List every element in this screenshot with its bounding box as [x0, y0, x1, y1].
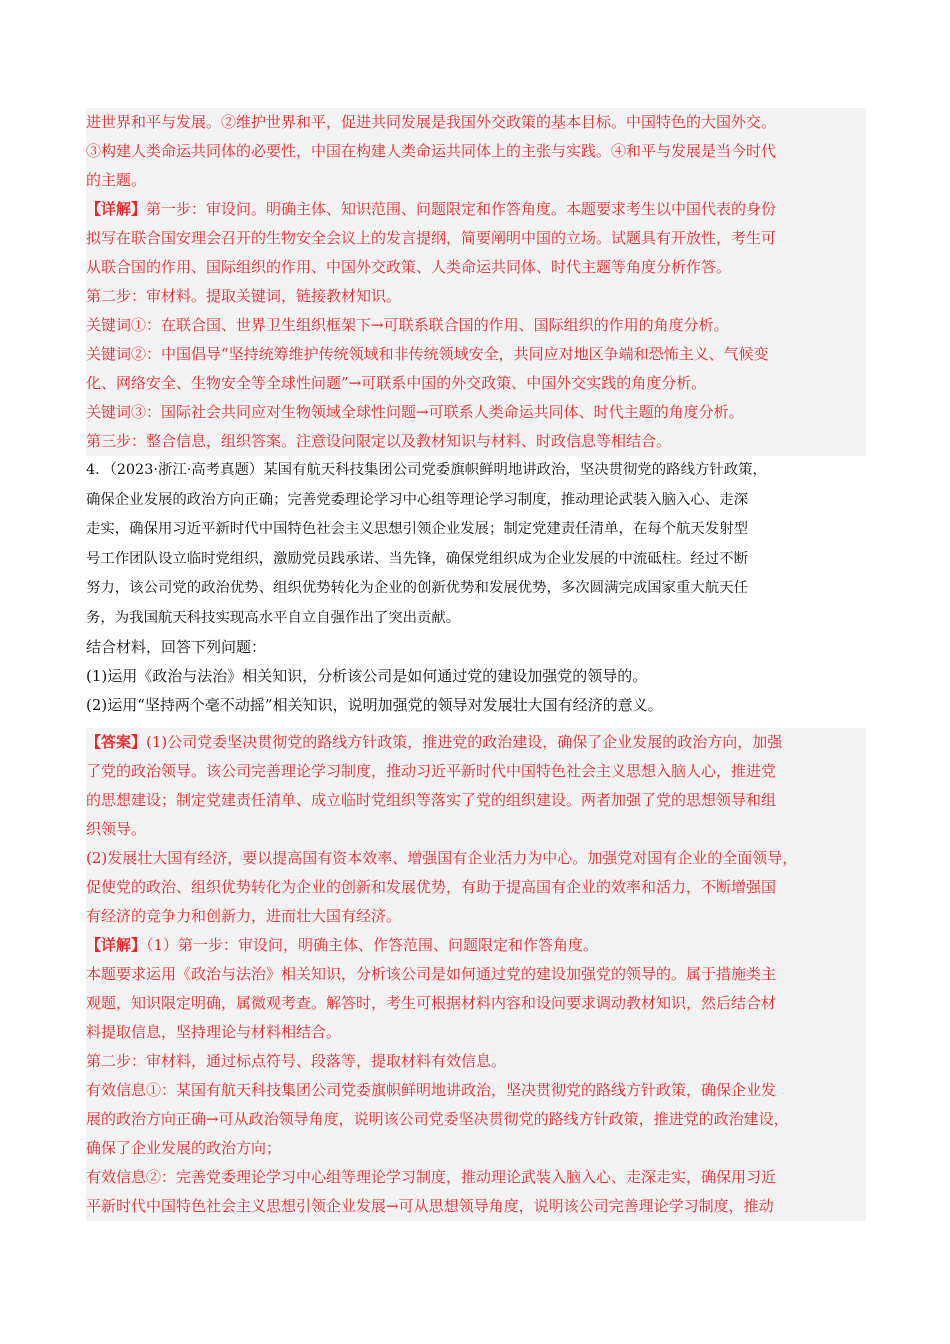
text-line: 本题要求运用《政治与法治》相关知识，分析该公司是如何通过党的建设加强党的领导的。属于措施类主	[86, 965, 777, 983]
question-line: 确保企业发展的政治方向正确；完善党委理论学习中心组等理论学习制度，推动理论武装入脑入心、走深	[86, 491, 748, 508]
text-span: 第一步：审设问。明确主体、知识范围、问题限定和作答角度。本题要求考生以中国代表的身份	[146, 200, 777, 218]
text-line: 展的政治方向正确→可从政治领导角度，说明该公司党委坚决贯彻党的路线方针政策，推进党的政治建设，	[86, 1110, 789, 1128]
question-line: 走实，确保用习近平新时代中国特色社会主义思想引领企业发展；制定党建责任清单，在每个航天发射型	[86, 521, 748, 537]
text-line: 了党的政治领导。该公司完善理论学习制度，推动习近平新时代中国特色社会主义思想入脑人心，推进党	[86, 762, 777, 780]
sub-question-2: (2)运用“坚持两个毫不动摇”相关知识，说明加强党的领导对发展壮大国有经济的意义。	[86, 696, 663, 714]
question-line: 务，为我国航天科技实现高水平自立自强作出了突出贡献。	[86, 609, 461, 626]
answer-tag: 【答案】	[86, 733, 147, 751]
text-line: ③构建人类命运共同体的必要性，中国在构建人类命运共同体上的主张与实践。④和平与发展是当今时代	[86, 142, 777, 160]
text-line: 第二步：审材料。提取关键词，链接教材知识。	[86, 287, 402, 305]
text-span: （1）第一步：审设问，明确主体、作答范围、问题限定和作答角度。	[146, 936, 599, 954]
spacer	[86, 720, 866, 728]
text-line	[86, 728, 866, 757]
text-line: 进世界和平与发展。②维护世界和平，促进共同发展是我国外交政策的基本目标。中国特色的大国外交。	[86, 113, 777, 131]
text-line: 关键词①：在联合国、世界卫生组织框架下→可联系联合国的作用、国际组织的作用的角度分析。	[86, 316, 729, 334]
question-line: 4．（2023·浙江·高考真题）某国有航天科技集团公司党委旗帜鲜明地讲政治，坚决贯彻党的路线方针政策，	[86, 462, 767, 478]
text-line: 促使党的政治、组织优势转化为企业的创新和发展优势，有助于提高国有企业的效率和活力，不断增强国	[86, 878, 777, 896]
text-line	[86, 931, 866, 960]
detail-tag: 【详解】	[86, 200, 147, 218]
text-line: 料提取信息，坚持理论与材料相结合。	[86, 1023, 342, 1041]
text-line: 的思想建设；制定党建责任清单、成立临时党组织等落实了党的组织建设。两者加强了党的思想领导和组	[86, 791, 777, 809]
text-line	[86, 195, 866, 224]
text-line: 第三步：整合信息，组织答案。注意设问限定以及教材知识与材料、时政信息等相结合。	[86, 432, 672, 450]
sub-question-1: (1)运用《政治与法治》相关知识，分析该公司是如何通过党的建设加强党的领导的。	[86, 667, 648, 685]
question-prompt: 结合材料，回答下列问题：	[86, 638, 267, 656]
text-line: 第二步：审材料，通过标点符号、段落等，提取材料有效信息。	[86, 1052, 507, 1070]
text-line: 平新时代中国特色社会主义思想引领企业发展→可从思想领导角度，说明该公司完善理论学习制度，推动	[86, 1197, 774, 1215]
text-line: 织领导。	[86, 820, 147, 838]
text-line: 关键词③：国际社会共同应对生物领域全球性问题→可联系人类命运共同体、时代主题的角度分析。	[86, 403, 744, 421]
text-line: (2)发展壮大国有经济，要以提高国有资本效率、增强国有企业活力为中心。加强党对国有企业的全面领导，	[86, 849, 798, 867]
question-4	[86, 456, 866, 720]
text-line: 观题，知识限定明确，属微观考查。解答时，考生可根据材料内容和设问要求调动教材知识，然后结合材	[86, 994, 777, 1012]
text-line: 化、网络安全、生物安全等全球性问题”→可联系中国的外交政策、中国外交实践的角度分析。	[86, 374, 707, 392]
document-page	[86, 108, 866, 1221]
text-line: 有效信息①：某国有航天科技集团公司党委旗帜鲜明地讲政治，坚决贯彻党的路线方针政策，确保企业发	[86, 1081, 777, 1099]
explanation-block-q3	[86, 108, 866, 456]
text-line: 拟写在联合国安理会召开的生物安全会议上的发言提纲，简要阐明中国的立场。试题具有开放性，考生可	[86, 229, 777, 247]
text-line: 的主题。	[86, 171, 147, 189]
text-line: 有效信息②：完善党委理论学习中心组等理论学习制度，推动理论武装入脑入心、走深走实，确保用习近	[86, 1168, 777, 1186]
text-span: (1)公司党委坚决贯彻党的路线方针政策，推进党的政治建设，确保了企业发展的政治方向，加强	[146, 733, 783, 751]
question-line: 努力，该公司党的政治优势、组织优势转化为企业的创新优势和发展优势，多次圆满完成国家重大航天任	[86, 580, 748, 596]
text-line: 确保了企业发展的政治方向；	[86, 1139, 282, 1157]
text-line: 关键词②：中国倡导“坚持统筹维护传统领域和非传统领域安全，共同应对地区争端和恐怖主义、气候变	[86, 345, 769, 363]
text-line: 从联合国的作用、国际组织的作用、中国外交政策、人类命运共同体、时代主题等角度分析作答。	[86, 258, 732, 276]
detail-tag: 【详解】	[86, 936, 147, 954]
text-line: 有经济的竞争力和创新力，进而壮大国有经济。	[86, 907, 402, 925]
answer-block-q4	[86, 728, 866, 1221]
question-line: 号工作团队设立临时党组织，激励党员践承诺、当先锋，确保党组织成为企业发展的中流砥柱。经过不断	[86, 550, 748, 567]
